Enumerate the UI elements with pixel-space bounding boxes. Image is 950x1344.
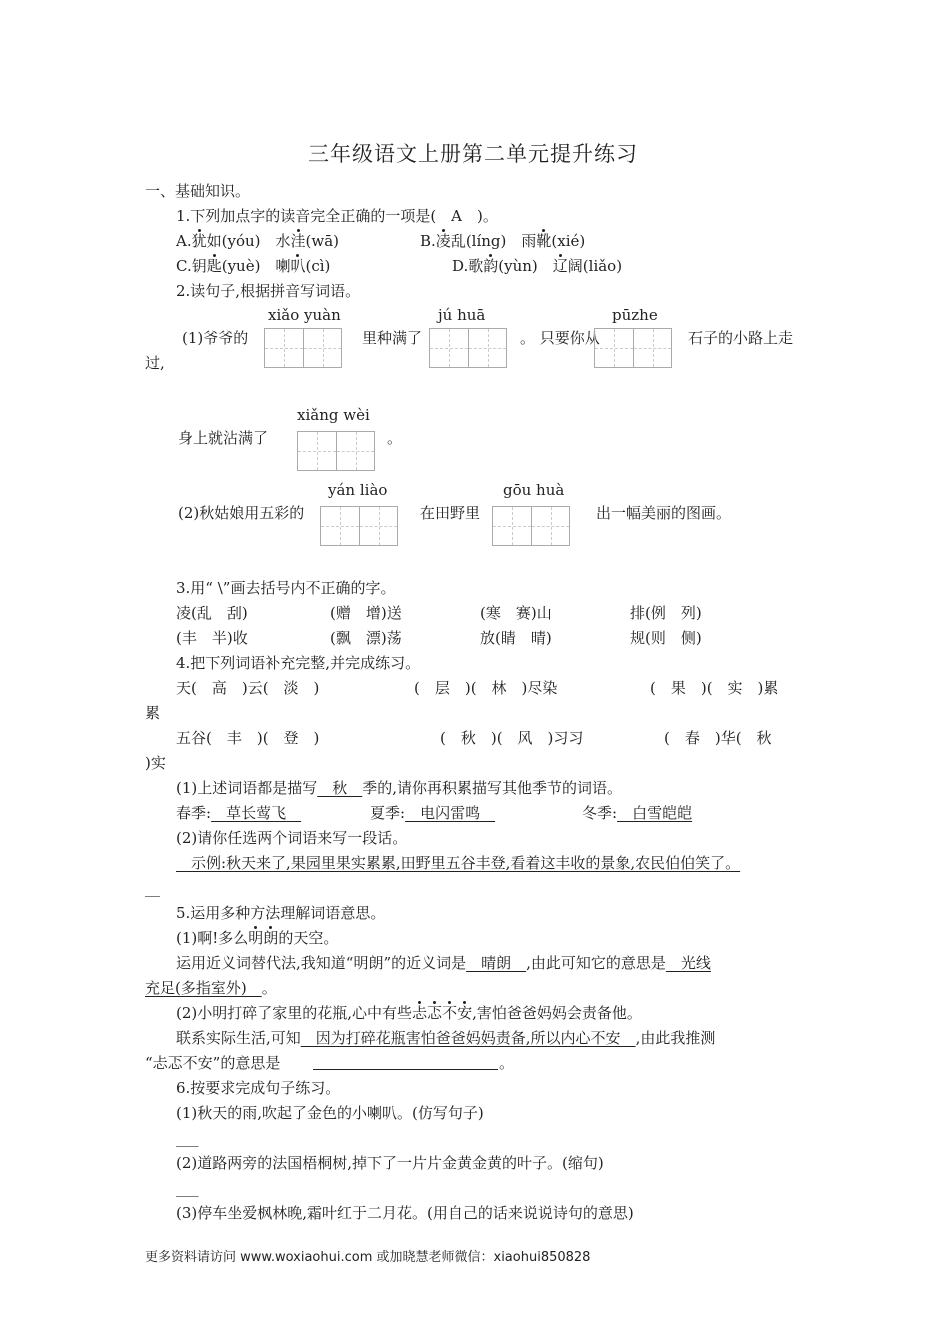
- q4-item: ( 层 )( 林 )尽染: [414, 679, 558, 697]
- q6-sentence3: (3)停车坐爱枫林晚,霜叶红于二月花。(用自己的话来说说诗句的意思): [176, 1204, 634, 1222]
- q1-option-a: A.犹如(yóu) 水洼(wā): [176, 232, 340, 250]
- q5-line1: 运用近义词替代法,我知道“明朗”的近义词是 晴朗 ,由此可知它的意思是 光线: [176, 954, 711, 972]
- q4-spring: 春季: 草长莺飞: [176, 804, 302, 822]
- q2-sentence1-part: 石子的小路上走: [688, 329, 794, 347]
- q4-item: 累: [145, 704, 161, 722]
- q4-item: ( 果 )( 实 )累: [650, 679, 779, 697]
- pinyin-5: yán liào: [328, 481, 388, 499]
- q1-option-d: D.歌韵(yùn) 辽阔(liǎo): [452, 257, 623, 275]
- q5-sentence1: (1)啊!多么明朗的天空。: [176, 929, 339, 947]
- q4-example-answer: 示例:秋天来了,果园里果实累累,田野里五谷丰登,看着这丰收的景象,农民伯伯笑了。: [176, 854, 741, 872]
- q2-sentence2-part: (2)秋姑娘用五彩的: [178, 504, 305, 522]
- q2-sentence1-part: 。 只要你从: [520, 329, 600, 347]
- q4-winter: 冬季: 白雪皑皑: [582, 804, 693, 822]
- pinyin-4: xiǎng wèi: [297, 406, 370, 424]
- answer-line: ___: [176, 1179, 199, 1197]
- q2-sentence1-part: 过,: [145, 354, 165, 372]
- q3-item: (丰 半)收: [176, 629, 248, 647]
- q1-option-c: C.钥匙(yuè) 喇叭(cì): [176, 257, 331, 275]
- writing-grid-3[interactable]: [594, 328, 672, 368]
- q1-option-b: B.凌乱(líng) 雨靴(xié): [420, 232, 586, 250]
- q3-item: 放(睛 晴): [480, 629, 552, 647]
- pinyin-3: pūzhe: [612, 306, 658, 324]
- q2-sentence1-part: 里种满了: [362, 329, 423, 347]
- answer-line: __: [145, 879, 160, 897]
- q5-line2: 充足(多指室外) 。: [145, 979, 277, 997]
- q4-item: )实: [145, 754, 166, 772]
- question-3-stem: 3.用“ \”画去括号内不正确的字。: [176, 579, 396, 597]
- footer-text: 更多资料请访问 www.woxiaohui.com 或加晓慧老师微信：xiaohui850828: [145, 1250, 591, 1265]
- writing-grid-5[interactable]: [320, 506, 398, 546]
- q4-part2: (2)请你任选两个词语来写一段话。: [176, 829, 408, 847]
- writing-grid-4[interactable]: [297, 431, 375, 471]
- q4-summer: 夏季: 电闪雷鸣: [370, 804, 496, 822]
- pinyin-1: xiǎo yuàn: [268, 306, 341, 324]
- pinyin-2: jú huā: [438, 306, 486, 324]
- q3-item: 规(则 侧): [630, 629, 702, 647]
- question-5-stem: 5.运用多种方法理解词语意思。: [176, 904, 386, 922]
- q2-sentence1-part: (1)爷爷的: [182, 329, 249, 347]
- question-2-stem: 2.读句子,根据拼音写词语。: [176, 282, 361, 300]
- q4-item: ( 秋 )( 风 )习习: [440, 729, 584, 747]
- q2-sentence2-part: 出一幅美丽的图画。: [596, 504, 732, 522]
- q3-item: (飘 漂)荡: [330, 629, 402, 647]
- writing-grid-6[interactable]: [492, 506, 570, 546]
- q3-item: (赠 增)送: [330, 604, 402, 622]
- q5-line4-pre: “忐忑不安”的意思是: [145, 1054, 281, 1072]
- question-6-stem: 6.按要求完成句子练习。: [176, 1079, 341, 1097]
- pinyin-6: gōu huà: [503, 481, 565, 499]
- q3-item: 排(例 列): [630, 604, 702, 622]
- q6-sentence1: (1)秋天的雨,吹起了金色的小喇叭。(仿写句子): [176, 1104, 484, 1122]
- q2-sentence1-part: 身上就沾满了: [178, 429, 269, 447]
- writing-grid-1[interactable]: [264, 328, 342, 368]
- q3-item: 凌(乱 刮): [176, 604, 248, 622]
- q5-line3: 联系实际生活,可知 因为打碎花瓶害怕爸爸妈妈责备,所以内心不安 ,由此我推测: [176, 1029, 716, 1047]
- q3-item: (寒 赛)山: [480, 604, 552, 622]
- question-1-stem: 1.下列加点字的读音完全正确的一项是( A )。: [176, 207, 498, 225]
- q4-part1: (1)上述词语都是描写 秋 季的,请你再积累描写其他季节的词语。: [176, 779, 623, 797]
- q4-item: ( 春 )华( 秋: [664, 729, 772, 747]
- writing-grid-2[interactable]: [429, 328, 507, 368]
- q5-line4-post: 。: [499, 1054, 515, 1072]
- q5-sentence2: (2)小明打碎了家里的花瓶,心中有些忐忑不安,害怕爸爸妈妈会责备他。: [176, 1004, 642, 1022]
- answer-line: ___: [176, 1129, 199, 1147]
- answer-blank[interactable]: [313, 1069, 498, 1070]
- section-heading: 一、基础知识。: [145, 182, 251, 200]
- q2-sentence1-part: 。: [387, 429, 403, 447]
- q2-sentence2-part: 在田野里: [420, 504, 481, 522]
- q4-item: 天( 高 )云( 淡 ): [176, 679, 320, 697]
- q4-item: 五谷( 丰 )( 登 ): [176, 729, 320, 747]
- question-4-stem: 4.把下列词语补充完整,并完成练习。: [176, 654, 421, 672]
- q6-sentence2: (2)道路两旁的法国梧桐树,掉下了一片片金黄金黄的叶子。(缩句): [176, 1154, 604, 1172]
- page-title: 三年级语文上册第二单元提升练习: [308, 142, 638, 166]
